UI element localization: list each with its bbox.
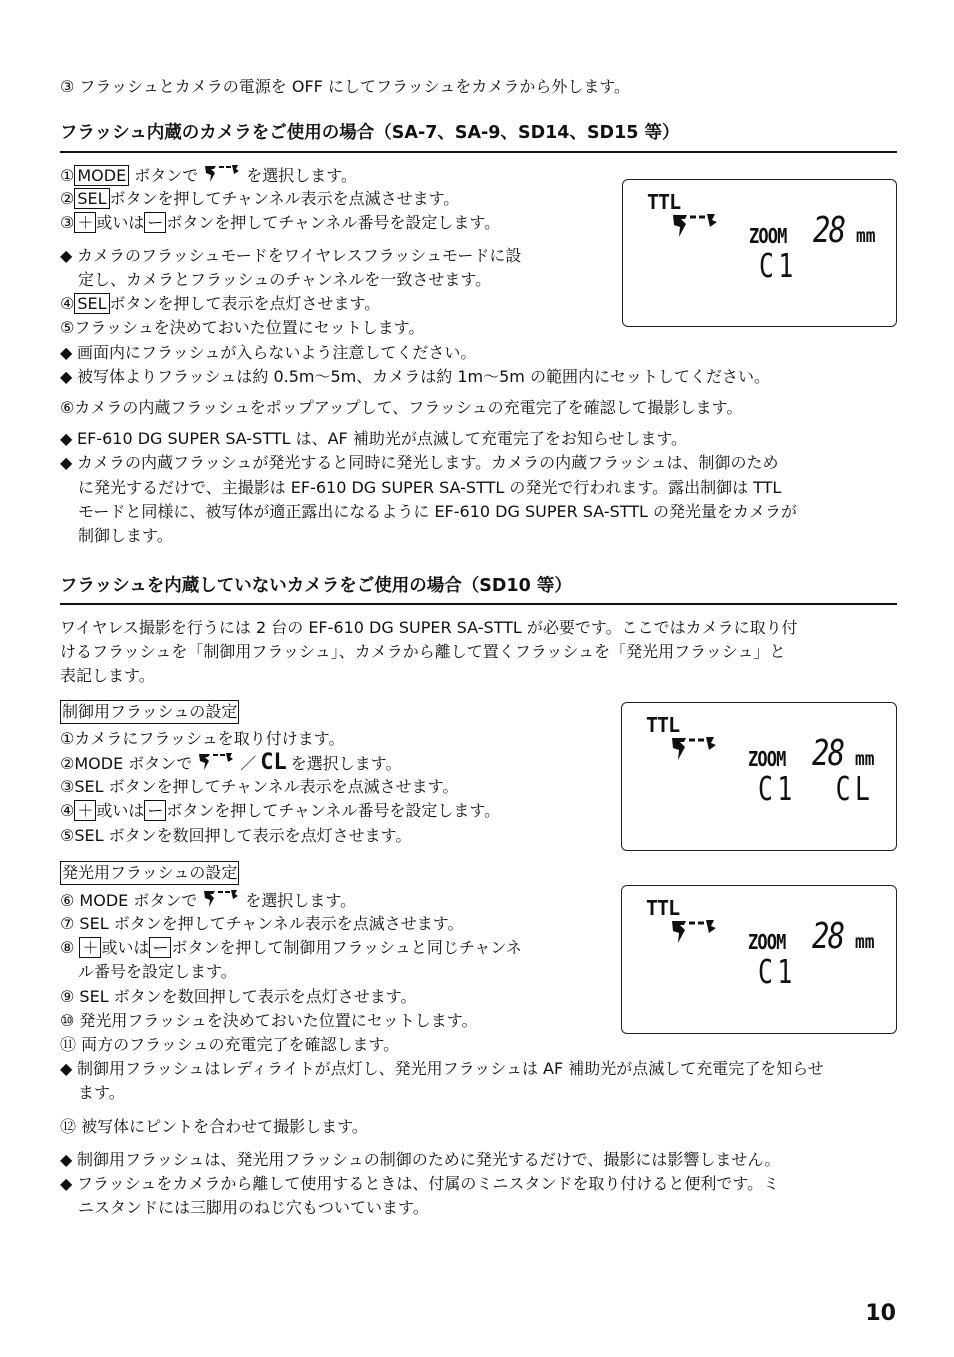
emit-step-10: ⑩ 発光用フラッシュを決めておいた位置にセットします。 — [60, 1011, 478, 1030]
note-8-line-1: ◆ フラッシュをカメラから離して使用するときは、付属のミニスタンドを取り付けると便利です。ミ — [60, 1174, 780, 1193]
note-1-line-1: ◆ カメラのフラッシュモードをワイヤレスフラッシュモードに設 — [60, 246, 522, 265]
lcd-mm: mm — [855, 748, 875, 770]
cl-mode-symbol: CL — [260, 750, 287, 775]
lcd-ttl: TTL — [646, 896, 680, 920]
control-step-2: ②MODE ボタンで ／ CL を選択します。 — [60, 752, 402, 778]
note-3: ◆ 被写体よりフラッシュは約 0.5m～5m、カメラは約 1m～5m の範囲内にセットしてください。 — [60, 367, 770, 386]
lcd-focal-length: 28 — [813, 210, 845, 251]
note-2: ◆ 画面内にフラッシュが入らないよう注意してください。 — [60, 343, 477, 362]
plus-button-label: ＋ — [79, 937, 101, 958]
control-step-5: ⑤SEL ボタンを数回押して表示を点灯させます。 — [60, 826, 412, 845]
emit-step-9: ⑨ SEL ボタンを数回押して表示を点灯させます。 — [60, 987, 417, 1006]
wireless-flash-icon — [196, 752, 236, 778]
lcd-mm: mm — [856, 225, 876, 247]
plus-button-label: ＋ — [74, 800, 96, 821]
wireless-flash-icon — [202, 164, 242, 190]
emit-step-12: ⑫ 被写体にピントを合わせて撮影します。 — [60, 1117, 368, 1136]
lcd-panel-2 — [621, 702, 897, 851]
top-step: ③ フラッシュとカメラの電源を OFF にしてフラッシュをカメラから外します。 — [60, 77, 631, 96]
step-2: ② SEL ボタンを押してチャンネル表示を点滅させます。 — [60, 189, 460, 208]
mode-button-label: MODE — [74, 165, 129, 186]
note-5-line-4: 制御します。 — [78, 526, 173, 545]
step-1: ① MODE ボタンで を選択します。 — [60, 164, 357, 190]
sel-button-label: SEL — [74, 188, 109, 209]
section-heading-no-builtin-flash: フラッシュを内蔵していないカメラをご使用の場合（SD10 等） — [60, 576, 572, 596]
note-5-line-2: に発光するだけで、主撮影は EF-610 DG SUPER SA-STTL の発光で行われます。露出制御は TTL — [78, 478, 782, 497]
note-6-line-2: ます。 — [78, 1083, 125, 1102]
control-step-1: ①カメラにフラッシュを取り付けます。 — [60, 729, 345, 748]
page-number: 10 — [865, 1301, 896, 1326]
note-5-line-1: ◆ カメラの内蔵フラッシュが発光すると同時に発光します。カメラの内蔵フラッシュは、制御のため — [60, 453, 779, 472]
lcd-zoom: ZOOM — [748, 930, 786, 954]
control-step-4: ④ ＋ 或いは ー ボタンを押してチャンネル番号を設定します。 — [60, 801, 501, 820]
minus-button-label: ー — [144, 800, 166, 821]
emit-step-11: ⑪ 両方のフラッシュの充電完了を確認します。 — [60, 1035, 400, 1054]
lcd-ttl: TTL — [646, 713, 680, 737]
lcd-ttl: TTL — [647, 190, 681, 214]
emit-step-6: ⑥ MODE ボタンで を選択します。 — [60, 889, 356, 915]
lcd-zoom: ZOOM — [749, 224, 787, 248]
plus-button-label: ＋ — [74, 212, 96, 233]
emit-flash-setup-label: 発光用フラッシュの設定 — [60, 861, 239, 885]
heading-rule — [60, 151, 897, 153]
wireless-flash-icon — [201, 889, 241, 915]
intro-line-3: 表記します。 — [60, 666, 155, 685]
control-flash-setup-label: 制御用フラッシュの設定 — [60, 700, 239, 724]
emit-step-8: ⑧ ＋ 或いは ー ボタンを押して制御用フラッシュと同じチャンネ — [60, 938, 522, 957]
lcd-channel: C1 — [758, 952, 797, 991]
minus-button-label: ー — [144, 212, 166, 233]
note-4: ◆ EF-610 DG SUPER SA-STTL は、AF 補助光が点滅して充電完了をお知らせします。 — [60, 429, 688, 448]
section-heading-builtin-flash: フラッシュ内蔵のカメラをご使用の場合（SA-7、SA-9、SD14、SD15 等） — [60, 123, 680, 143]
lcd-focal-length: 28 — [812, 916, 844, 957]
intro-line-2: けるフラッシュを「制御用フラッシュ」、カメラから離して置くフラッシュを「発光用フラッシュ」と — [60, 642, 786, 661]
emit-step-8-line-2: ル番号を設定します。 — [78, 962, 237, 981]
step-3: ③ ＋ 或いは ー ボタンを押してチャンネル番号を設定します。 — [60, 213, 501, 232]
lcd-panel-3 — [621, 885, 897, 1034]
lcd-channel-pair: C1 CL — [758, 769, 875, 808]
lcd-mm: mm — [855, 931, 875, 953]
note-8-line-2: ニスタンドには三脚用のねじ穴もついています。 — [78, 1198, 429, 1217]
step-4: ④ SEL ボタンを押して表示を点灯させます。 — [60, 294, 381, 313]
lcd-channel: C1 — [759, 246, 798, 285]
heading-rule — [60, 603, 897, 605]
control-step-3: ③SEL ボタンを押してチャンネル表示を点滅させます。 — [60, 777, 459, 796]
lcd-focal-length: 28 — [812, 733, 844, 774]
step-5: ⑤フラッシュを決めておいた位置にセットします。 — [60, 318, 425, 337]
lcd-panel-1 — [622, 179, 897, 327]
step-6: ⑥カメラの内蔵フラッシュをポップアップして、フラッシュの充電完了を確認して撮影します。 — [60, 398, 743, 417]
note-5-line-3: モードと同様に、被写体が適正露出になるように EF-610 DG SUPER SA-STTL の発光量をカメラが — [78, 502, 798, 521]
minus-button-label: ー — [149, 937, 171, 958]
lcd-zoom: ZOOM — [748, 747, 786, 771]
note-7: ◆ 制御用フラッシュは、発光用フラッシュの制御のために発光するだけで、撮影には影響しません。 — [60, 1150, 781, 1169]
sel-button-label: SEL — [74, 293, 109, 314]
note-6-line-1: ◆ 制御用フラッシュはレディライトが点灯し、発光用フラッシュは AF 補助光が点滅して充電完了を知らせ — [60, 1059, 824, 1078]
note-1-line-2: 定し、カメラとフラッシュのチャンネルを一致させます。 — [78, 270, 492, 289]
intro-line-1: ワイヤレス撮影を行うには 2 台の EF-610 DG SUPER SA-STTL が必要です。ここではカメラに取り付 — [60, 618, 798, 637]
emit-step-7: ⑦ SEL ボタンを押してチャンネル表示を点滅させます。 — [60, 914, 464, 933]
